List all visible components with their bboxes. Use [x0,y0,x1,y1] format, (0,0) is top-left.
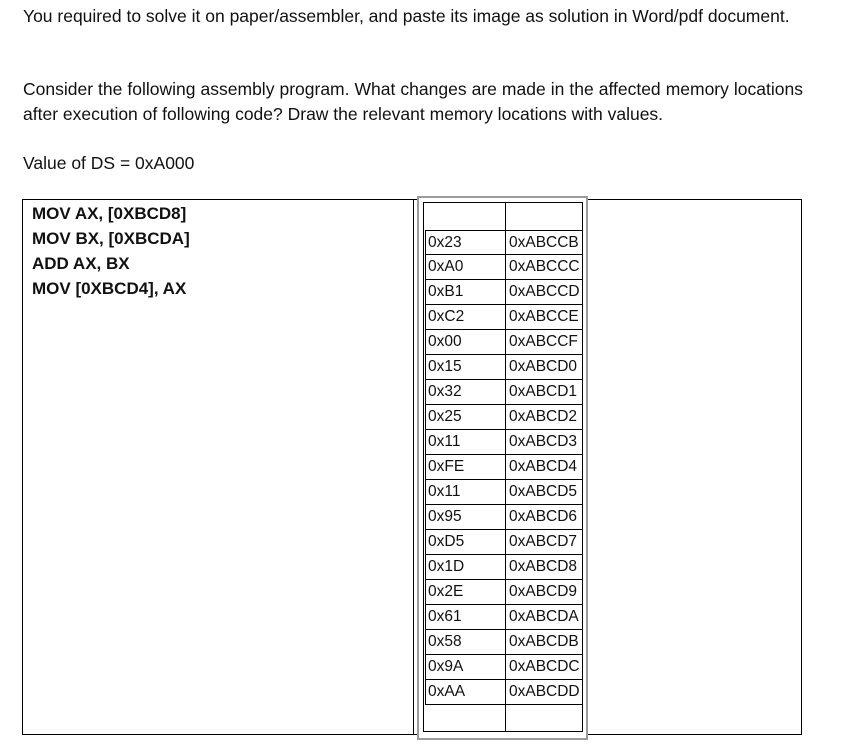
memory-row [425,430,583,455]
memory-address: 0xABCCF [509,333,578,350]
memory-address: 0xABCDB [509,633,579,650]
memory-address: 0xABCDA [509,608,579,625]
memory-value: 0xD5 [428,533,465,550]
memory-address: 0xABCCD [509,283,580,300]
memory-row [425,580,583,605]
memory-value: 0xC2 [428,308,465,325]
memory-row [425,255,583,280]
memory-address: 0xABCD0 [509,358,578,375]
ds-value-text: Value of DS = 0xA000 [23,153,195,173]
memory-row [425,405,583,430]
memory-row [425,655,583,680]
memory-address: 0xABCD9 [509,583,578,600]
memory-row [425,380,583,405]
memory-value: 0x95 [428,508,462,525]
memory-value: 0x61 [428,608,462,625]
memory-address: 0xABCDD [509,683,580,700]
memory-row [425,330,583,355]
memory-row [425,680,583,705]
memory-value: 0x9A [428,658,464,675]
memory-value: 0x2E [428,583,464,600]
memory-row [425,630,583,655]
code-line: MOV AX, [0XBCD8] [32,204,187,223]
memory-address: 0xABCD7 [509,533,578,550]
memory-row [425,480,583,505]
memory-row [425,355,583,380]
memory-row [425,230,583,255]
code-line: ADD AX, BX [32,254,130,273]
assembly-code-list [32,201,190,301]
memory-rows [425,230,583,705]
code-line: MOV [0XBCD4], AX [32,279,187,298]
memory-address: 0xABCCE [509,308,579,325]
memory-address: 0xABCCC [509,258,580,275]
memory-address: 0xABCD6 [509,508,578,525]
memory-value: 0xA0 [428,258,464,275]
memory-row [425,555,583,580]
memory-value: 0x23 [428,234,462,251]
memory-value: 0x32 [428,383,462,400]
memory-value: 0xFE [428,458,465,475]
memory-row [425,280,583,305]
memory-value: 0x15 [428,358,462,375]
memory-address: 0xABCD5 [509,483,578,500]
memory-address: 0xABCCB [509,234,579,251]
memory-value: 0x11 [428,433,461,450]
instruction-paragraph-1: You required to solve it on paper/assembler, and paste its image as solution in Word/pdf document. [23,6,790,26]
memory-row [425,605,583,630]
memory-address: 0xABCD3 [509,433,578,450]
memory-value: 0xAA [428,683,466,700]
memory-value: 0x58 [428,633,462,650]
memory-row [425,305,583,330]
memory-address: 0xABCDC [509,658,580,675]
memory-row [425,455,583,480]
memory-address: 0xABCD2 [509,408,578,425]
memory-row [425,505,583,530]
memory-address: 0xABCD8 [509,558,578,575]
memory-value: 0x00 [428,333,462,350]
memory-value: 0x11 [428,483,461,500]
memory-address: 0xABCD4 [509,458,578,475]
memory-value: 0xB1 [428,283,464,300]
instruction-paragraph-2: Consider the following assembly program. What changes are made in the affected memory locations after execution of following code? Draw the relevant memory locations with values. [23,79,803,124]
code-line: MOV BX, [0XBCDA] [32,229,190,248]
memory-value: 0x1D [428,558,465,575]
memory-value: 0x25 [428,408,462,425]
memory-address: 0xABCD1 [509,383,578,400]
memory-row [425,530,583,555]
